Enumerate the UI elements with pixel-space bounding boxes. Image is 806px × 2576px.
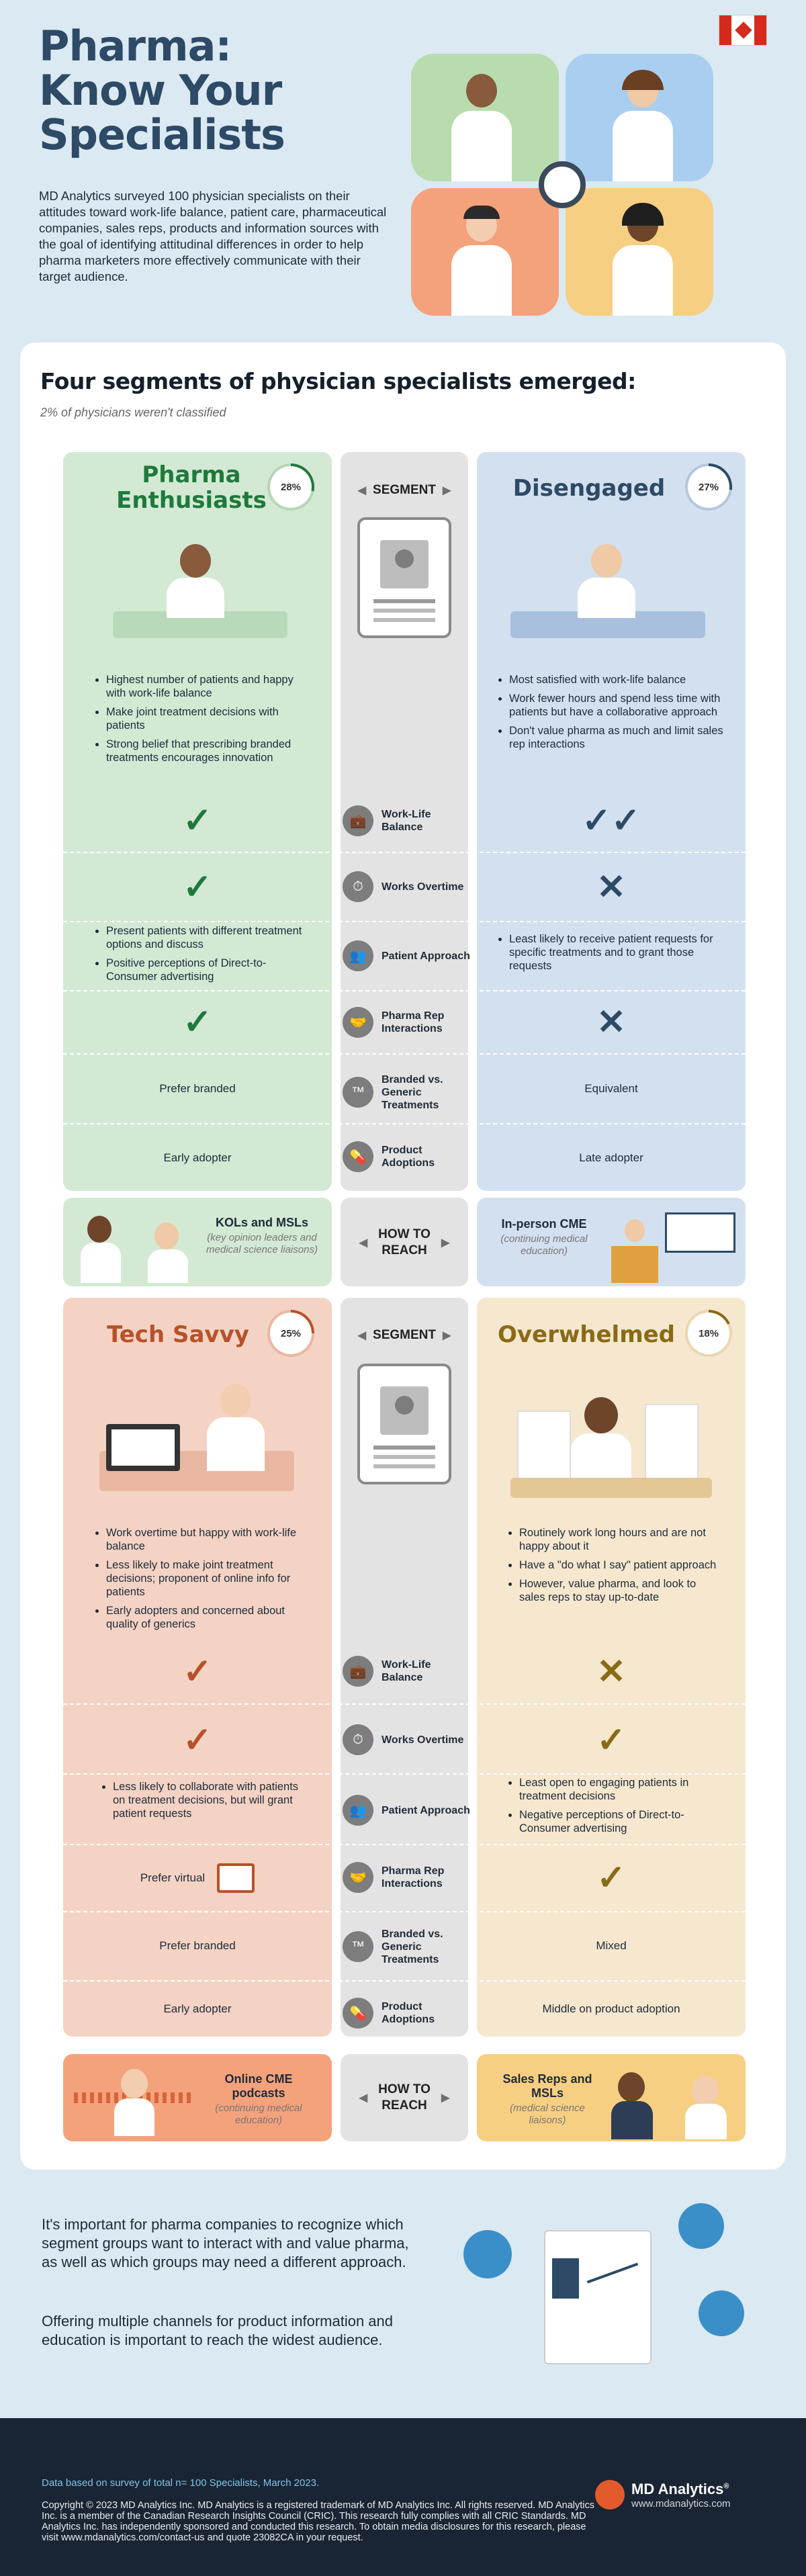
overwhelmed-bullets: • Routinely work long hours and are not happy about it • Have a "do what I say" patient approach • However, value pharma, and look to sales reps to stay up-to-date xyxy=(507,1526,722,1609)
row-label-branded-top: ™ Branded vs. Generic Treatments xyxy=(343,1073,470,1111)
overwhelmed-work-life-cross-icon: ✕ xyxy=(596,1652,626,1691)
row-label-branded-bottom: ™ Branded vs. Generic Treatments xyxy=(343,1928,470,1965)
sales-rep-illustration xyxy=(604,2062,739,2139)
enthusiasts-overtime-check-icon: ✓ xyxy=(183,868,212,907)
enthusiasts-adoption: Early adopter xyxy=(163,1151,232,1164)
enthusiasts-bullets: • Highest number of patients and happy with work-life balance • Make joint treatment decisions with patients • Strong belief that prescribing branded treatments encourages innovation xyxy=(94,673,309,770)
handshake-icon xyxy=(463,2230,512,2278)
right-arrow-icon: ▶ xyxy=(441,1237,450,1249)
reach-sub-tech-savvy: (continuing medical education) xyxy=(215,2102,302,2126)
overwhelmed-branded: Mixed xyxy=(596,1939,627,1952)
how-to-reach-label-bottom: ◀ HOW TO REACH ▶ xyxy=(359,2082,450,2113)
segment-title-overwhelmed: Overwhelmed xyxy=(497,1321,676,1348)
overwhelmed-patient-approach: • Least open to engaging patients in treatment decisions • Negative perceptions of Direct-to-Consumer advertising xyxy=(507,1776,729,1840)
stopwatch-icon: ⏱ xyxy=(343,871,373,902)
segment-title-tech-savvy: Tech Savvy xyxy=(107,1321,249,1348)
segment-label-bottom: ◀ SEGMENT ▶ xyxy=(357,1328,451,1342)
tech-savvy-branded: Prefer branded xyxy=(159,1939,236,1952)
stethoscope-icon xyxy=(539,161,586,208)
pct-tech-savvy: 25% xyxy=(270,1313,312,1354)
row-label-rep-top: 🤝 Pharma Rep Interactions xyxy=(343,1006,470,1039)
header-illustration xyxy=(411,54,713,316)
overwhelmed-adoption: Middle on product adoption xyxy=(542,2002,680,2015)
enthusiast-illustration xyxy=(113,544,287,638)
row-label-overtime-top: ⏱ Works Overtime xyxy=(343,870,470,903)
canada-flag-icon xyxy=(719,15,767,46)
id-badge-icon xyxy=(357,517,451,638)
enthusiasts-patient-approach: • Present patients with different treatment options and discuss • Positive perceptions of Direct-to-Consumer advertising xyxy=(94,924,309,989)
footer-legal: Copyright © 2023 MD Analytics Inc. MD Analytics is a registered trademark of MD Analytics Inc. All rights reserved. MD Analytics Inc. is a member of the Canadian Research Insights Council (CRIC). This research fully complies with all CRIC Standards. MD Analytics Inc. has independently sponsored and conducted this research. To obtain media disclosures for this research, please visit www.mdanalytics.com/contact-us and quote 23082CA in your request. xyxy=(42,2500,594,2543)
reach-sub-overwhelmed: (medical science liaisons) xyxy=(510,2102,585,2126)
briefcase-icon: 💼 xyxy=(343,805,373,836)
md-analytics-logo-icon xyxy=(595,2480,625,2510)
footer-source: Data based on survey of total n= 100 Specialists, March 2023. xyxy=(42,2477,320,2489)
cme-presentation-illustration xyxy=(604,1206,739,1283)
tech-savvy-adoption: Early adopter xyxy=(163,2002,232,2015)
reach-title-enthusiasts: KOLs and MSLs xyxy=(215,1216,308,1229)
briefcase-icon: 💼 xyxy=(343,1656,373,1687)
enthusiasts-rep-check-icon: ✓ xyxy=(183,1003,212,1042)
row-label-work-life-top: 💼 Work-Life Balance xyxy=(343,804,470,838)
id-badge-icon xyxy=(357,1364,451,1484)
left-arrow-icon: ◀ xyxy=(359,2092,367,2104)
row-label-rep-bottom: 🤝 Pharma Rep Interactions xyxy=(343,1861,470,1894)
reach-sub-enthusiasts: (key opinion leaders and medical science liaisons) xyxy=(206,1232,318,1255)
pill-bottle-icon: 💊 xyxy=(343,1998,373,2029)
tech-savvy-bullets: • Work overtime but happy with work-life balance • Less likely to make joint treatment decisions; proponent of online info for patients • Early adopters and concerned about quality of generics xyxy=(94,1526,309,1636)
reach-sub-disengaged: (continuing medical education) xyxy=(500,1233,588,1257)
row-label-adoption-top: 💊 Product Adoptions xyxy=(343,1140,470,1173)
pill-bottle-icon: 💊 xyxy=(343,1141,373,1172)
trademark-icon: ™ xyxy=(343,1931,373,1962)
how-to-reach-label-top: ◀ HOW TO REACH ▶ xyxy=(359,1227,450,1257)
row-label-work-life-bottom: 💼 Work-Life Balance xyxy=(343,1654,470,1688)
handshake-icon: 🤝 xyxy=(343,1862,373,1893)
pct-overwhelmed: 18% xyxy=(688,1313,729,1354)
disengaged-rep-cross-icon: ✕ xyxy=(596,1003,626,1042)
disengaged-bullets: • Most satisfied with work-life balance • Work fewer hours and spend less time with patients but have a collaborative approach • Don't value pharma as much and limit sales rep interactions xyxy=(497,673,732,756)
tech-savvy-illustration xyxy=(99,1370,294,1505)
podcast-illustration xyxy=(74,2062,195,2136)
drug-box-icon xyxy=(544,2230,652,2364)
video-call-icon xyxy=(699,2291,744,2336)
row-label-overtime-bottom: ⏱ Works Overtime xyxy=(343,1723,470,1757)
disengaged-illustration xyxy=(510,544,705,638)
right-arrow-icon: ▶ xyxy=(441,2092,450,2104)
handshake-icon: 🤝 xyxy=(343,1007,373,1038)
channels-illustration xyxy=(457,2190,779,2391)
tech-savvy-work-life-check-icon: ✓ xyxy=(183,1652,212,1691)
disengaged-patient-approach: • Least likely to receive patient requests for specific treatments and to grant those requests xyxy=(497,932,732,978)
conclusion-paragraph-2: Offering multiple channels for product information and education is important to reach the widest audience. xyxy=(42,2313,393,2348)
disengaged-branded: Equivalent xyxy=(584,1082,638,1095)
enthusiasts-branded: Prefer branded xyxy=(159,1082,236,1095)
disengaged-overtime-cross-icon: ✕ xyxy=(596,868,626,907)
intro-paragraph: MD Analytics surveyed 100 physician specialists on their attitudes toward work-life balance, patient care, pharmaceutical companies, sales reps, products and information sources with the goal of identifying attitudinal differences in order to help pharma marketers more effectively communicate with their target audience. xyxy=(39,189,387,283)
pct-disengaged: 27% xyxy=(688,466,729,508)
overwhelmed-illustration xyxy=(510,1370,712,1505)
right-arrow-icon: ▶ xyxy=(442,1330,451,1341)
tech-savvy-overtime-check-icon: ✓ xyxy=(183,1721,212,1760)
stopwatch-icon: ⏱ xyxy=(343,1724,373,1755)
page-title: Pharma: Know Your Specialists xyxy=(39,21,285,159)
brand-logo[interactable] xyxy=(595,2480,731,2510)
overwhelmed-overtime-check-icon: ✓ xyxy=(596,1721,626,1760)
disengaged-work-life-double-check-icon: ✓✓ xyxy=(582,801,641,840)
conclusion-paragraph-1: It's important for pharma companies to recognize which segment groups want to interact with and value pharma, as well as which groups may need a different approach. xyxy=(42,2216,409,2270)
people-icon: 👥 xyxy=(343,940,373,971)
video-call-icon xyxy=(217,1863,255,1893)
brand-mark: ® xyxy=(723,2482,729,2491)
row-label-adoption-bottom: 💊 Product Adoptions xyxy=(343,1996,470,2030)
reach-title-disengaged: In-person CME xyxy=(501,1217,587,1231)
trademark-icon: ™ xyxy=(343,1077,373,1108)
section-heading: Four segments of physician specialists emerged: xyxy=(40,368,636,394)
segment-label-top: ◀ SEGMENT ▶ xyxy=(357,483,451,497)
row-label-patient-top: 👥 Patient Approach xyxy=(343,939,470,973)
reach-title-tech-savvy: Online CME podcasts xyxy=(224,2072,293,2100)
section-subheading: 2% of physicians weren't classified xyxy=(40,406,226,419)
people-icon: 👥 xyxy=(343,1795,373,1826)
row-label-patient-bottom: 👥 Patient Approach xyxy=(343,1793,470,1827)
kol-illustration xyxy=(74,1209,202,1283)
left-arrow-icon: ◀ xyxy=(357,1330,367,1341)
brand-name: MD Analytics xyxy=(631,2480,724,2497)
disengaged-adoption: Late adopter xyxy=(579,1151,643,1164)
right-arrow-icon: ▶ xyxy=(442,485,451,496)
segment-title-disengaged: Disengaged xyxy=(512,475,666,502)
tech-savvy-patient-approach: • Less likely to collaborate with patients on treatment decisions, but will grant patient requests xyxy=(101,1780,309,1826)
pct-enthusiasts: 28% xyxy=(270,466,312,508)
reach-title-overwhelmed: Sales Reps and MSLs xyxy=(502,2072,592,2100)
microphone-icon xyxy=(678,2203,724,2249)
overwhelmed-rep-check-icon: ✓ xyxy=(596,1859,626,1898)
enthusiasts-work-life-check-icon: ✓ xyxy=(183,801,212,840)
tech-savvy-pharma-rep: Prefer virtual xyxy=(63,1847,332,1909)
segment-title-enthusiasts: Pharma Enthusiasts xyxy=(116,461,267,514)
left-arrow-icon: ◀ xyxy=(357,485,367,496)
brand-url[interactable]: www.mdanalytics.com xyxy=(631,2497,731,2510)
left-arrow-icon: ◀ xyxy=(359,1237,367,1249)
